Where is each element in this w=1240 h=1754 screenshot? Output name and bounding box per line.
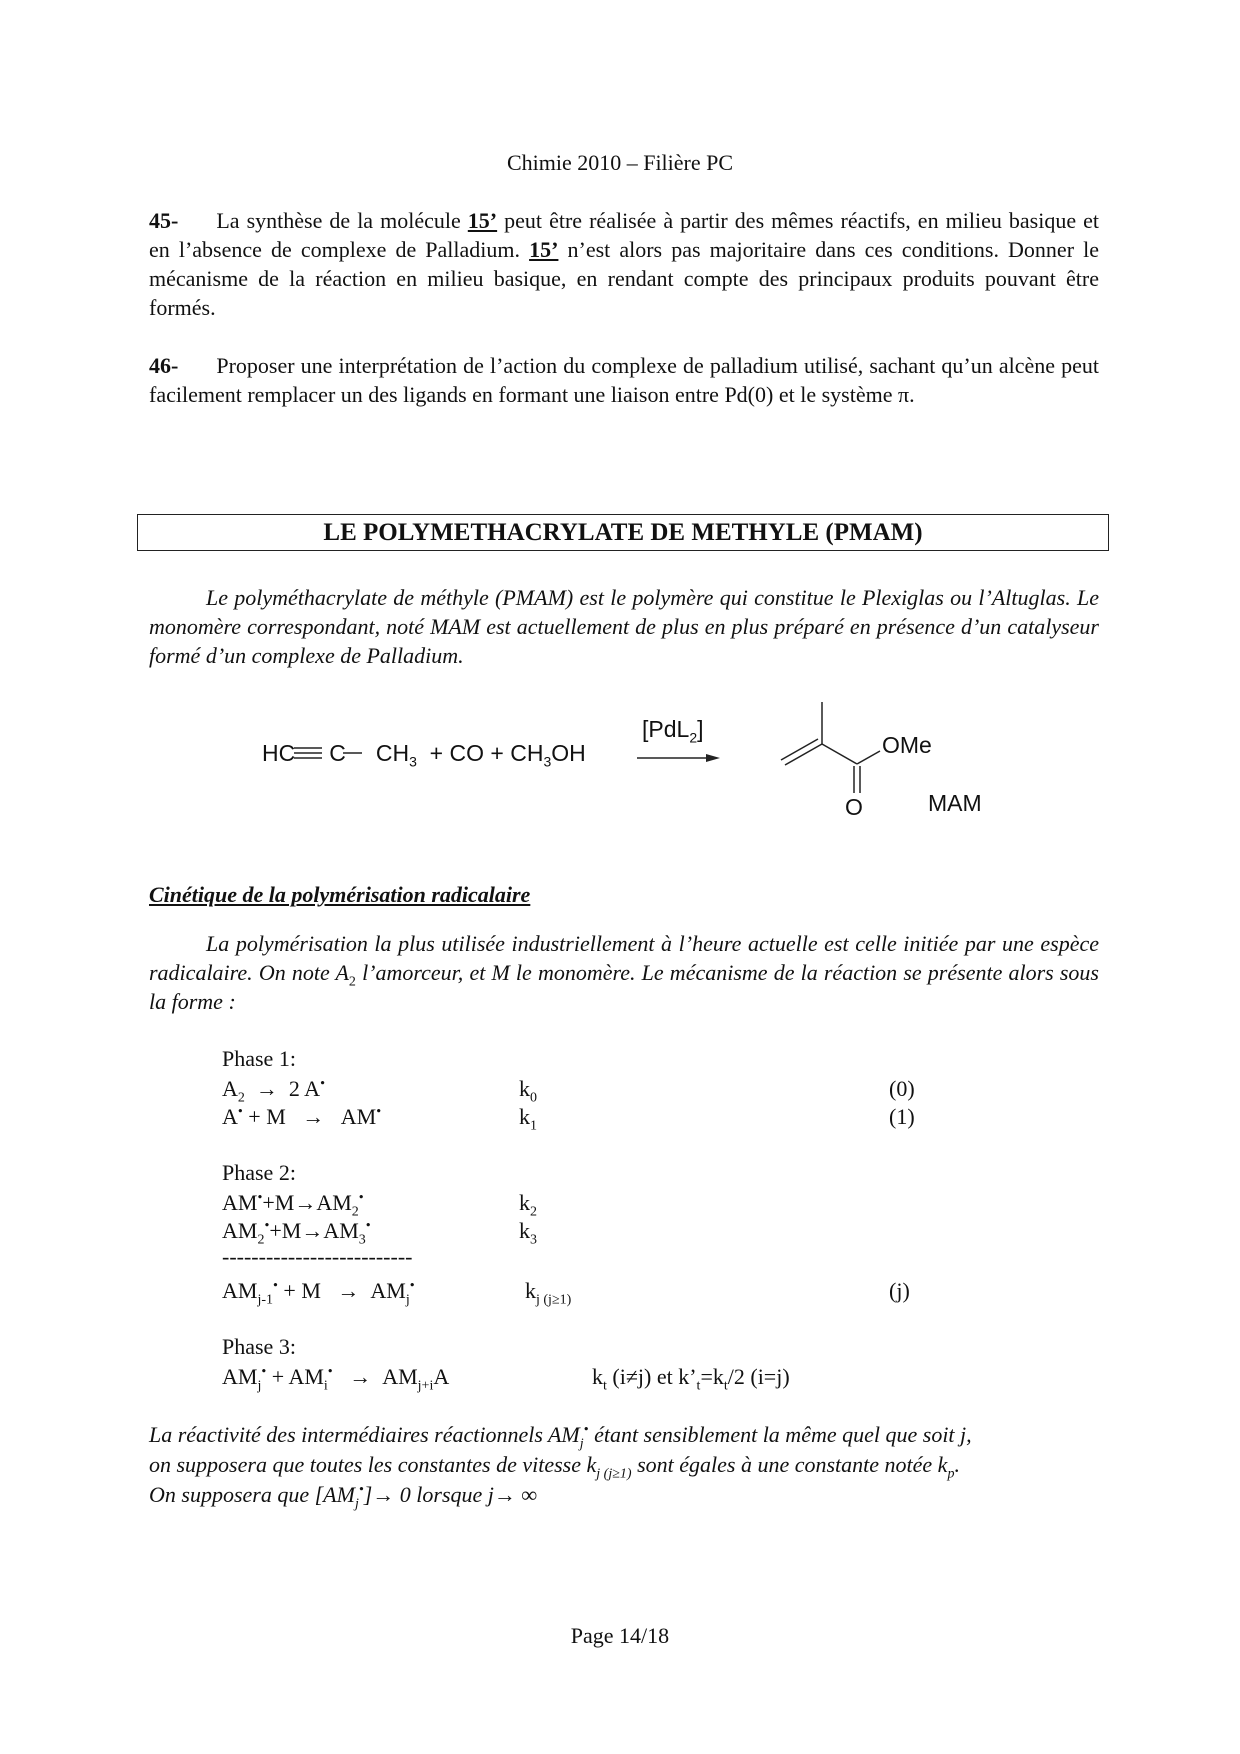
rate-kt: $k_t$ (i≠j) et $k’_t=k_t/2$ (i=j) xyxy=(592,1364,790,1394)
equation-2: $AM^•+M\to AM_2^•$ xyxy=(222,1190,364,1220)
rate-k3: $k_3$ xyxy=(519,1218,537,1248)
kinetics-paragraph: La polymérisation la plus utilisée industriellement à l’heure actuelle est celle initiée par une espèce radicalaire. On note $A_2$ l’amorceur, et M le monomère. Le mécanisme de la réaction se présente alors sous la forme : xyxy=(149,931,1099,1014)
assumption-line-1: La réactivité des intermédiaires réactionnels $AM_j^•$ étant sensiblement la même quel que soit j, xyxy=(149,1422,972,1452)
equation-number: (j) xyxy=(889,1278,910,1303)
section-title: LE POLYMETHACRYLATE DE METHYLE (PMAM) xyxy=(137,514,1109,551)
phase-3-label: Phase 3: xyxy=(222,1334,296,1359)
dash-separator: -------------------------- xyxy=(222,1244,413,1269)
phase-2-label: Phase 2: xyxy=(222,1160,296,1185)
question-number: 45- xyxy=(149,208,179,233)
equation-number: (0) xyxy=(889,1076,915,1101)
question-number: 46- xyxy=(149,353,179,378)
equation-3: $AM_2^•+M\to AM_3^•$ xyxy=(222,1218,371,1248)
mam-label: MAM xyxy=(928,790,982,816)
molecule-ref: 15’ xyxy=(529,237,559,262)
assumption-line-2: on supposera que toutes les constantes de vitesse $k_{j (j\ge 1)}$ sont égales à une constante notée $k_p$. xyxy=(149,1452,960,1482)
equation-termination: $AM_j^• + AM_i^• \to AM_{j+i}A$ xyxy=(222,1364,450,1394)
ome-label: OMe xyxy=(882,732,932,758)
molecule-ref: 15’ xyxy=(467,208,498,233)
catalyst-label: [PdL$_2$] xyxy=(642,716,704,746)
assumptions-paragraph xyxy=(149,1420,1099,1510)
equation-number: (1) xyxy=(889,1104,915,1129)
phase-1-label: Phase 1: xyxy=(222,1046,296,1071)
rate-k2: $k_2$ xyxy=(519,1190,537,1220)
question-45: 45- La synthèse de la molécule 15’ peut être réalisée à partir des mêmes réactifs, en milieu basique et en l’absence de complexe de Palladium. 15’ n’est alors pas majoritaire dans ces conditions. Donner le mécanisme de la réaction en milieu basique, en rendant compte des principaux produits pouvant être formés. xyxy=(149,208,1099,320)
equation-1: A• + M → AM• xyxy=(222,1104,382,1129)
assumption-line-3: On supposera que $[AM_j^•]\to 0$ lorsque j→ ∞ xyxy=(149,1482,538,1512)
page-header: Chimie 2010 – Filière PC xyxy=(506,150,734,175)
rate-kj: $k_{j (j\ge 1)}$ xyxy=(525,1278,572,1308)
rate-k0: $k_0$ xyxy=(519,1076,537,1106)
equation-j: $AM_{j-1}^• + M \to AM_j^•$ xyxy=(222,1278,415,1308)
question-46: 46- Proposer une interprétation de l’action du complexe de palladium utilisé, sachant qu’un alcène peut facilement remplacer un des ligands en formant une liaison entre Pd(0) et le système π. xyxy=(149,353,1099,407)
intro-paragraph: Le polyméthacrylate de méthyle (PMAM) est le polymère qui constitue le Plexiglas ou l’Altuglas. Le monomère correspondant, noté MAM est actuellement de plus en plus préparé en présence d’un catalyseur formé d’un complexe de Palladium. xyxy=(149,585,1099,668)
equation-0: $A_2 \to 2$ A• xyxy=(222,1076,325,1106)
kinetics-heading: Cinétique de la polymérisation radicalaire xyxy=(149,882,531,907)
carbonyl-oxygen-label: O xyxy=(845,794,863,820)
page-footer: Page 14/18 xyxy=(570,1623,670,1648)
reactants: HC C $CH_3$ + CO + $CH_3OH$ xyxy=(262,740,586,770)
rate-k1: $k_1$ xyxy=(519,1104,537,1134)
